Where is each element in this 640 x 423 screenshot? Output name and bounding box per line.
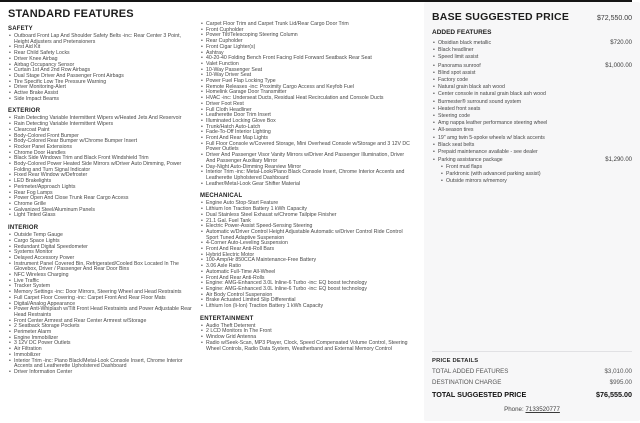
added-feature-row [432,121,632,127]
added-feature-label: • Steering code [432,114,632,120]
added-feature-label: • 19" amg twin 5-spoke wheels w/ black accents [432,136,632,142]
added-feature-label: • All-season tires [432,128,632,134]
feature-item: • Power Open And Close Trunk Rear Cargo Access [8,196,195,202]
price-detail-row [432,379,632,386]
added-feature-label: • Parking assistance package [432,158,599,164]
price-detail-label: DESTINATION CHARGE [432,379,502,386]
added-feature-label: • Obsidian black metallic [432,41,604,47]
added-feature-row [432,107,632,113]
feature-item: • Delayed Accessory Power [8,256,195,262]
added-feature-label: • Speed limit assist [432,55,632,61]
added-features-title: ADDED FEATURES [432,29,492,36]
feature-item: • Body-Colored Power Heated Side Mirrors w/Driver Auto Dimming, Power Folding and Turn Signal Indicator [8,162,195,173]
standard-features-column-2 [200,22,412,352]
feature-item: • Active Brake Assist [8,91,195,97]
phone-link[interactable]: 7133520777 [525,406,560,413]
price-detail-value: $995.00 [609,379,632,386]
feature-item: • Fixed Rear Window w/Defroster [8,173,195,179]
feature-item: • Front And Rear Map Lights [200,136,412,142]
feature-item: • Automatic Full-Time All-Wheel [200,270,412,276]
added-feature-row [432,63,632,70]
feature-item: • Body-Colored Rear Bumper w/Chrome Bumper Insert [8,139,195,145]
feature-item: • Redundant Digital Speedometer [8,245,195,251]
added-feature-sub-group [440,172,632,178]
added-feature-row [432,85,632,91]
feature-item: • Instrument Panel Covered Bin, Refrigerated/Cooled Box Located In The Glovebox, Driver / Passenger And Rear Door Bins [8,262,195,273]
added-feature-label: • Prepaid maintenance available - see dealer [432,150,632,156]
feature-item: • 40-20-40 Folding Bench Front Facing Fold Forward Seatback Rear Seat [200,56,412,62]
feature-item: • Front And Rear Anti-Rolls [200,276,412,282]
feature-item: • Audio Theft Deterrent [200,324,412,330]
feature-item: • Lithium Ion (li-Ion) Traction Battery 1 kWh Capacity [200,304,412,310]
feature-item: • 3.06 Axle Ratio [200,264,412,270]
added-feature-row [432,100,632,106]
feature-item: • Outside Temp Gauge [8,233,195,239]
feature-item: • 3 12V DC Power Outlets [8,341,195,347]
section-title: INTERIOR [8,225,39,232]
added-feature-row [432,143,632,149]
added-feature-price: $720.00 [610,40,632,46]
feature-item: • First Aid Kit [8,45,195,51]
feature-item: • Homelink Garage Door Transmitter [200,90,412,96]
feature-item: • NFC Wireless Charging [8,273,195,279]
base-price-row [432,11,632,23]
phone-row [432,406,632,413]
price-detail-label: TOTAL SUGGESTED PRICE [432,390,527,399]
price-details-title: PRICE DETAILS [432,358,479,364]
price-details-divider [432,351,632,352]
feature-item: • Cargo Space Lights [8,239,195,245]
added-features-list [432,40,632,185]
feature-item: • Perimeter Alarm [8,330,195,336]
feature-item: • Memory Settings -inc: Door Mirrors, Steering Wheel and Head Restraints [8,290,195,296]
feature-item: • 10-Way Driver Seat [200,73,412,79]
section-title: ENTERTAINMENT [200,315,254,322]
feature-item: • Trunk/Hatch Auto-Latch [200,125,412,131]
phone-label: Phone: [504,406,524,413]
feature-item: • Hybrid Electric Motor [200,253,412,259]
added-feature-row [432,55,632,61]
added-feature-sub-group [440,179,632,185]
feature-item: • Valet Function [200,62,412,68]
feature-item: • Driver Foot Rest [200,102,412,108]
feature-item: • Perimeter/Approach Lights [8,185,195,191]
feature-item: • Outboard Front Lap And Shoulder Safety Belts -inc: Rear Center 3 Point, Height Adjusters and Pretensioners [8,34,195,45]
added-feature-label: • Burmester® surround sound system [432,100,632,106]
feature-item: • Day-Night Auto-Dimming Rearview Mirror [200,165,412,171]
added-feature-row [432,114,632,120]
feature-item: • Body-Colored Front Bumper [8,134,195,140]
feature-item: • Rear Cupholder [200,39,412,45]
feature-item: • Rain Detecting Variable Intermittent Wipers w/Heated Jets And Reservoir [8,116,195,122]
added-feature-row [432,40,632,47]
feature-item: • Electric Power-Assist Speed-Sensing Steering [200,224,412,230]
added-feature-label: • Amg nappa leather performance steering wheel [432,121,632,127]
added-feature-sub-item: • Front mud flaps [440,165,632,171]
feature-item: • Power Fuel Flap Locking Type [200,79,412,85]
price-detail-value: $76,555.00 [596,390,632,399]
feature-item: • 4-Corner Auto-Leveling Suspension [200,241,412,247]
feature-item: • Air Filtration [8,347,195,353]
feature-item: • Full Floor Console w/Covered Storage, Mini Overhead Console w/Storage and 3 12V DC Power Outlets [200,142,412,153]
feature-item: • Engine: AMG-Enhanced 3.0L Inline-6 Turbo -inc: EQ boost technology [200,287,412,293]
added-feature-sub-item: • Outside mirrors w/memory [440,179,632,185]
base-price-value: $72,550.00 [596,15,632,22]
feature-sections-middle [200,22,412,352]
added-feature-price: $1,000.00 [605,62,632,69]
feature-item: • Fade-To-Off Interior Lighting [200,130,412,136]
added-feature-row [432,128,632,134]
feature-item: • Front Center Armrest and Rear Center Armrest w/Storage [8,319,195,325]
feature-item: • Tire Specific Low Tire Pressure Warning [8,80,195,86]
feature-item: • Automatic w/Driver Control Height Adjustable Automatic w/Driver Control Ride Control Sport Tuned Adaptive Suspension [200,230,412,241]
added-feature-label: • Factory code [432,78,632,84]
added-feature-label: • Natural grain black ash wood [432,85,632,91]
feature-item: • LED Brakelights [8,179,195,185]
feature-sections-left [8,26,195,376]
added-feature-row [432,48,632,54]
feature-item: • Rocker Panel Extensions [8,145,195,151]
pricing-panel [424,2,640,421]
feature-item: • Air Body Control Suspension [200,293,412,299]
feature-item: • Side Impact Beams [8,97,195,103]
feature-item: • Leather/Metal-Look Gear Shifter Material [200,182,412,188]
price-details [432,351,632,413]
feature-item: • Front And Rear Anti-Roll Bars [200,247,412,253]
feature-item: • Lithium Ion Traction Battery 1 kWh Capacity [200,207,412,213]
standard-features-column-1 [8,5,195,376]
added-feature-sub-item: • Parktronic (with advanced parking assist) [440,172,632,178]
feature-item: • Airbag Occupancy Sensor [8,63,195,69]
added-feature-row [432,92,632,98]
feature-item: • Leatherette Door Trim Insert [200,113,412,119]
feature-item: • Full Carpet Floor Covering -inc: Carpet Front And Rear Floor Mats [8,296,195,302]
feature-item: • Rear Child Safety Locks [8,51,195,57]
feature-item: • 10-Way Passenger Seat [200,68,412,74]
added-feature-label: • Black seat belts [432,143,632,149]
feature-item: • Galvanized Steel/Aluminum Panels [8,208,195,214]
feature-item: • Engine: AMG-Enhanced 3.0L Inline-6 Turbo -inc: EQ boost technology [200,281,412,287]
feature-item: • HVAC -inc: Underseat Ducts, Residual Heat Recirculation and Console Ducts [200,96,412,102]
added-feature-label: • Center console in natural grain black ash wood [432,92,632,98]
feature-item: • Interior Trim -inc: Piano Black/Metal-Look Console Insert, Chrome Interior Accents and Leatherette Upholstered Dashboard [8,359,195,370]
section-title: EXTERIOR [8,108,41,115]
feature-item: • Engine Immobilizer [8,336,195,342]
feature-item: • 2 LCD Monitors In The Front [200,329,412,335]
section-title: MECHANICAL [200,193,243,200]
feature-item: • Immobilizer [8,353,195,359]
added-feature-row [432,71,632,77]
feature-item: • Digital/Analog Appearance [8,302,195,308]
standard-features-title: STANDARD FEATURES [8,8,134,20]
feature-item: • Rain Detecting Variable Intermittent Wipers [8,122,195,128]
feature-item: • Driver And Passenger Visor Vanity Mirrors w/Driver And Passenger Illumination, Driver And Passenger Auxiliary Mirror [200,153,412,164]
feature-item: • Driver Knee Airbag [8,57,195,63]
price-detail-row [432,390,632,399]
feature-item: • Window Grid Antenna [200,335,412,341]
feature-item: • Tracker System [8,284,195,290]
feature-item: • Engine Auto Stop-Start Feature [200,201,412,207]
price-detail-row [432,368,632,375]
feature-item: • Brake Actuated Limited Slip Differential [200,298,412,304]
added-feature-row [432,136,632,142]
feature-item: • Power Anti-Whiplash w/Tilt Front Head Restraints and Power Adjustable Rear Head Restraints [8,307,195,318]
added-feature-row [432,157,632,164]
feature-item: • 100-Amp/Hr 850CCA Maintenance-Free Battery [200,258,412,264]
feature-item: • Rear Fog Lamps [8,191,195,197]
feature-item: • Front Cigar Lighter(s) [200,45,412,51]
feature-item: • Driver Monitoring-Alert [8,85,195,91]
feature-item: • 2 Seatback Storage Pockets [8,324,195,330]
feature-item: • Front Cupholder [200,28,412,34]
price-detail-value: $3,010.00 [604,368,632,375]
base-price-label: BASE SUGGESTED PRICE [432,11,570,23]
feature-item: • Dual Stage Driver And Passenger Front Airbags [8,74,195,80]
feature-item: • Interior Trim -inc: Metal-Look/Piano Black Console Insert, Chrome Interior Accents and Leatherette Upholstered Dashboard [200,170,412,181]
feature-item: • Driver Information Center [8,370,195,376]
feature-item: • Full Cloth Headliner [200,108,412,114]
feature-item: • 21.1 Gal. Fuel Tank [200,219,412,225]
added-feature-price: $1,290.00 [605,157,632,164]
feature-item: • Chrome Grille [8,202,195,208]
feature-item: • Black Side Windows Trim and Black Front Windshield Trim [8,156,195,162]
added-feature-label: • Blind spot assist [432,71,632,77]
feature-item: • Chrome Door Handles [8,151,195,157]
added-feature-label: • Black headliner [432,48,632,54]
added-feature-row [432,150,632,156]
section-title: SAFETY [8,26,33,32]
price-details-rows [432,368,632,399]
feature-item: • Remote Releases -inc: Proximity Cargo Access and Keyfob Fuel [200,85,412,91]
feature-item: • Ashtray [200,51,412,57]
feature-item: • Curtain 1st And 2nd Row Airbags [8,68,195,74]
feature-item: • Dual Stainless Steel Exhaust w/Chrome Tailpipe Finisher [200,213,412,219]
feature-item: • Live Traffic [8,279,195,285]
added-feature-label: • Heated front seats [432,107,632,113]
added-feature-row [432,78,632,84]
feature-item: • Light Tinted Glass [8,213,195,219]
feature-item: • Power Tilt/Telescoping Steering Column [200,33,412,39]
feature-item: • Illuminated Locking Glove Box [200,119,412,125]
price-detail-label: TOTAL ADDED FEATURES [432,368,509,375]
feature-item: • Systems Monitor [8,250,195,256]
added-feature-label: • Panorama sunroof [432,64,599,70]
feature-item: • Clearcoat Paint [8,128,195,134]
feature-item: • Radio w/Seek-Scan, MP3 Player, Clock, Speed Compensated Volume Control, Steering Wheel Controls, Radio Data System, Weatherband and External Memory Control [200,341,412,352]
feature-item: • Carpet Floor Trim and Carpet Trunk Lid/Rear Cargo Door Trim [200,22,412,28]
